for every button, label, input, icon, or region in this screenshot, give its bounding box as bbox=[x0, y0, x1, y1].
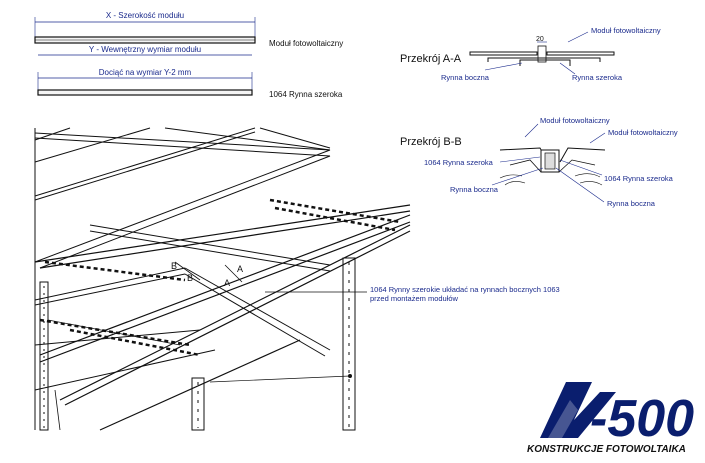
panel-grid bbox=[35, 128, 330, 268]
logo-tagline: KONSTRUKCJE FOTOWOLTAIKA bbox=[527, 444, 686, 455]
marker-a1: A bbox=[237, 264, 244, 274]
bracing bbox=[48, 320, 180, 430]
note-line-2: przed montażem modułów bbox=[370, 294, 458, 303]
note-line-1: 1064 Rynny szerokie układać na rynnach bocznych 1063 bbox=[370, 285, 560, 294]
dim-x-label: X - Szerokość modułu bbox=[105, 11, 185, 20]
section-b-module-left: Moduł fotowoltaiczny bbox=[540, 116, 610, 125]
section-a-wide-label: Rynna szeroka bbox=[572, 73, 623, 82]
module-dimension-group bbox=[35, 11, 343, 99]
logo-text: -500 bbox=[590, 390, 695, 448]
section-b-b bbox=[400, 116, 678, 208]
section-b-side-right: Rynna boczna bbox=[607, 199, 655, 208]
k500-logo bbox=[527, 382, 694, 455]
gutter-label: 1064 Rynna szeroka bbox=[269, 90, 343, 99]
isometric-drawing bbox=[35, 128, 410, 430]
section-b-wide-right: 1064 Rynna szeroka bbox=[604, 174, 673, 183]
section-a-title: Przekrój A-A bbox=[400, 53, 462, 65]
marker-b1: B bbox=[171, 261, 178, 271]
section-b-wide-left: 1064 Rynna szeroka bbox=[424, 158, 493, 167]
section-a-module-label: Moduł fotowoltaiczny bbox=[591, 26, 661, 35]
section-b-module-right: Moduł fotowoltaiczny bbox=[608, 128, 678, 137]
note-leader-2 bbox=[210, 376, 350, 382]
section-a-side-label: Rynna boczna bbox=[441, 73, 489, 82]
section-a-dim: 20 bbox=[536, 36, 544, 43]
main-rails bbox=[35, 205, 410, 430]
module-label: Moduł fotowoltaiczny bbox=[269, 39, 344, 48]
section-b-title: Przekrój B-B bbox=[400, 136, 462, 148]
gutter-perforations bbox=[40, 200, 400, 355]
gutter-profile bbox=[38, 90, 252, 95]
dim-cut-label: Dociąć na wymiar Y-2 mm bbox=[98, 68, 192, 77]
section-a-a bbox=[400, 26, 661, 82]
section-b-side-left: Rynna boczna bbox=[450, 185, 498, 194]
dim-y-label: Y - Wewnętrzny wymiar modułu bbox=[88, 45, 202, 54]
marker-b2: B bbox=[187, 273, 194, 283]
leader-dot bbox=[348, 374, 352, 378]
marker-a2: A bbox=[224, 278, 231, 288]
